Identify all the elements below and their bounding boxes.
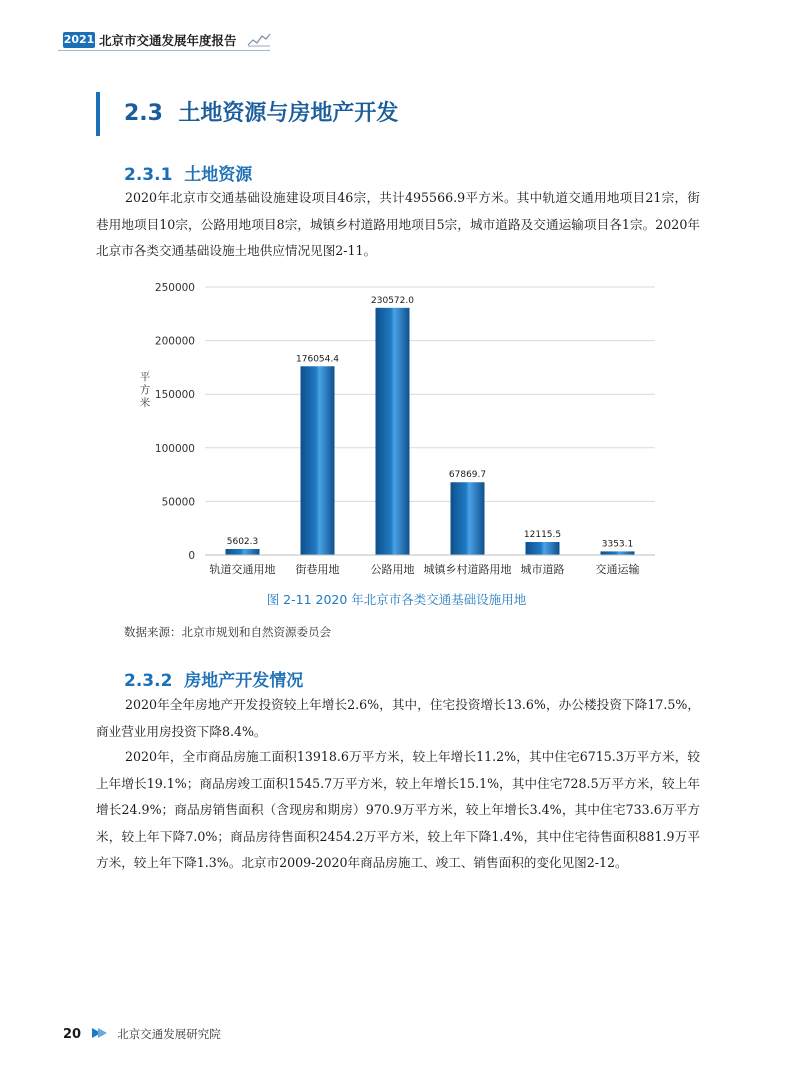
bar	[226, 549, 260, 555]
y-axis-label: 平	[139, 371, 151, 383]
header-rule	[58, 50, 270, 51]
bar-value-label: 67869.7	[448, 470, 487, 481]
paragraph-floor-area	[96, 744, 700, 877]
bar	[376, 308, 410, 555]
bar-value-label: 5602.3	[226, 536, 259, 547]
footer-organization: 北京交通发展研究院	[117, 1027, 221, 1041]
paragraph-text: 2020年全年房地产开发投资较上年增长2.6%，其中，住宅投资增长13.6%，办公楼投资下降17.5%，商业营业用房投资下降8.4%。	[96, 697, 700, 739]
land-use-bar-chart	[120, 270, 680, 586]
running-header	[58, 28, 278, 52]
arrow-right-icon	[92, 1028, 108, 1038]
page-number: 20	[63, 1027, 82, 1042]
subsection-heading-land	[124, 160, 252, 185]
header-report-title: 北京市交通发展年度报告	[99, 33, 237, 48]
data-source-note: 数据来源：北京市规划和自然资源委员会	[124, 625, 331, 639]
subsection-number: 2.3.2	[124, 671, 173, 691]
bar	[601, 551, 635, 555]
y-axis-label: 方	[139, 384, 151, 396]
paragraph-investment	[96, 692, 700, 745]
bar	[301, 366, 335, 555]
line-chart-icon	[247, 33, 271, 47]
bar	[451, 482, 485, 555]
bar-value-label: 12115.5	[523, 530, 562, 541]
subsection-number: 2.3.1	[124, 165, 173, 185]
x-tick-label: 城市道路	[520, 563, 565, 576]
y-tick-label: 50000	[161, 496, 195, 509]
x-tick-label: 城镇乡村道路用地	[423, 563, 512, 576]
paragraph-text: 2020年，全市商品房施工面积13918.6万平方米，较上年增长11.2%，其中住宅6715.3万平方米，较上年增长19.1%；商品房竣工面积1545.7万平方米，较上年增长15.1%，其中住宅728.5万平方米，较上年增长24.9%；商品房销售面积（含现房和期房）970.9万平方米，较上年增长3.4%，其中住宅733.6万平方米，较上年下降7.0%；商品房待售面积2454.2万平方米，较上年下降1.4%，其中住宅待售面积881.9万平方米，较上年下降1.3%。北京市2009-2020年商品房施工、竣工、销售面积的变化见图2-12。	[96, 749, 700, 870]
bar-value-label: 3353.1	[601, 539, 634, 550]
page-footer	[63, 1023, 221, 1041]
figure-caption: 图 2-11 2020 年北京市各类交通基础设施用地	[266, 592, 527, 607]
header-year-badge: 2021	[63, 33, 95, 46]
y-axis-label: 米	[139, 397, 151, 409]
bar	[526, 542, 560, 555]
section-number: 2.3	[124, 101, 163, 126]
subsection-heading-real-estate	[124, 666, 303, 691]
x-tick-label: 公路用地	[370, 563, 415, 576]
y-tick-label: 100000	[154, 442, 195, 455]
subsection-title: 房地产开发情况	[184, 671, 304, 691]
y-tick-label: 150000	[154, 389, 195, 402]
paragraph-land	[96, 185, 700, 265]
section-title: 土地资源与房地产开发	[178, 101, 399, 126]
bar-value-label: 176054.4	[296, 354, 339, 365]
section-heading	[96, 92, 398, 136]
y-tick-label: 200000	[154, 335, 195, 348]
x-tick-label: 街巷用地	[295, 563, 340, 576]
x-tick-label: 交通运输	[595, 563, 640, 576]
bar-value-label: 230572.0	[371, 295, 414, 306]
x-tick-label: 轨道交通用地	[209, 563, 276, 576]
y-tick-label: 0	[188, 550, 195, 562]
paragraph-text: 2020年北京市交通基础设施建设项目46宗，共计495566.9平方米。其中轨道交通用地项目21宗，街巷用地项目10宗，公路用地项目8宗，城镇乡村道路用地项目5宗，城市道路及交通运输项目各1宗。2020年北京市各类交通基础设施土地供应情况见图2-11。	[96, 190, 700, 258]
y-tick-label: 250000	[154, 282, 195, 294]
subsection-title: 土地资源	[184, 165, 253, 185]
